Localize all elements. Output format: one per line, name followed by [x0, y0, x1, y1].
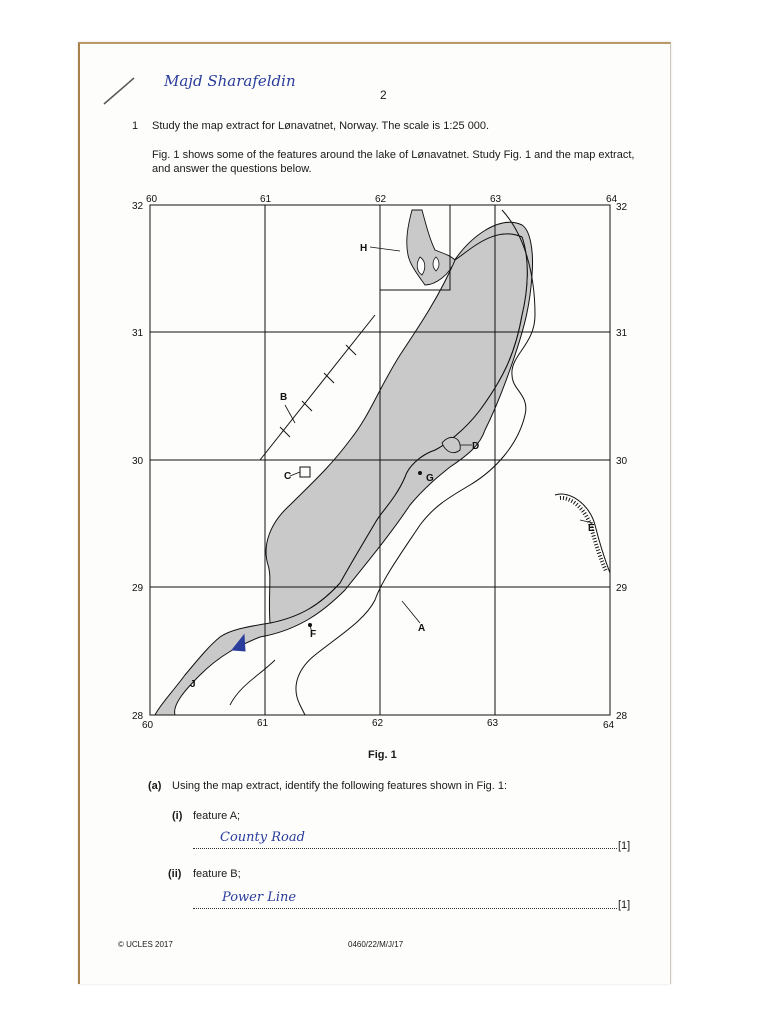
- question-text: Study the map extract for Lønavatnet, Norway. The scale is 1:25 000.: [152, 120, 490, 132]
- label-C: C: [284, 471, 292, 482]
- pen-mark-icon: [100, 72, 140, 112]
- map-figure: [120, 190, 640, 730]
- feature-G-point: [418, 471, 422, 475]
- handwritten-name: Majd Sharafeldin: [164, 72, 296, 90]
- part-ii-text: feature B;: [193, 868, 241, 880]
- footer-code: 0460/22/M/J/17: [348, 940, 404, 949]
- easting-top-60: 60: [146, 194, 158, 205]
- easting-bot-60: 60: [142, 720, 154, 730]
- answer-ii-handwriting: Power Line: [222, 890, 297, 905]
- part-a-label: (a): [148, 780, 162, 792]
- northing-left-29: 29: [132, 583, 144, 594]
- label-D: D: [472, 441, 480, 452]
- part-i-label: (i): [172, 810, 183, 822]
- northing-left-30: 30: [132, 456, 144, 467]
- mark-i: [1]: [618, 840, 631, 852]
- label-J: J: [190, 679, 196, 690]
- northing-right-29: 29: [616, 583, 628, 594]
- mark-ii: [1]: [618, 899, 631, 911]
- easting-bot-64: 64: [603, 720, 615, 730]
- label-E: E: [588, 523, 595, 534]
- northing-right-30: 30: [616, 456, 628, 467]
- northing-left-32: 32: [132, 201, 144, 212]
- answer-i-line[interactable]: [193, 848, 617, 849]
- intro-text: Fig. 1 shows some of the features around the lake of Lønavatnet. Study Fig. 1 and the map extract, and answer the questions below.: [152, 149, 635, 175]
- easting-top-61: 61: [260, 194, 272, 205]
- easting-bot-62: 62: [372, 718, 384, 729]
- northing-left-28: 28: [132, 711, 144, 722]
- answer-ii-line[interactable]: [193, 908, 617, 909]
- feature-C-box: [300, 467, 310, 477]
- footer-copyright: © UCLES 2017: [118, 940, 173, 949]
- label-H: H: [360, 243, 368, 254]
- label-G: G: [426, 473, 434, 484]
- answer-i-handwriting: County Road: [220, 830, 305, 845]
- label-B: B: [280, 392, 288, 403]
- part-ii-label: (ii): [168, 868, 182, 880]
- northing-right-31: 31: [616, 328, 628, 339]
- easting-bot-61: 61: [257, 718, 269, 729]
- label-F: F: [310, 629, 317, 640]
- easting-top-62: 62: [375, 194, 387, 205]
- page-number: 2: [380, 88, 387, 102]
- easting-top-64: 64: [606, 194, 618, 205]
- label-A: A: [418, 623, 426, 634]
- figure-caption: Fig. 1: [368, 749, 397, 761]
- northing-right-28: 28: [616, 711, 628, 722]
- northing-right-32: 32: [616, 202, 628, 213]
- northing-left-31: 31: [132, 328, 144, 339]
- easting-top-63: 63: [490, 194, 502, 205]
- easting-bot-63: 63: [487, 718, 499, 729]
- part-i-text: feature A;: [193, 810, 241, 822]
- part-a-text: Using the map extract, identify the following features shown in Fig. 1:: [172, 780, 508, 792]
- question-number: 1: [132, 120, 139, 132]
